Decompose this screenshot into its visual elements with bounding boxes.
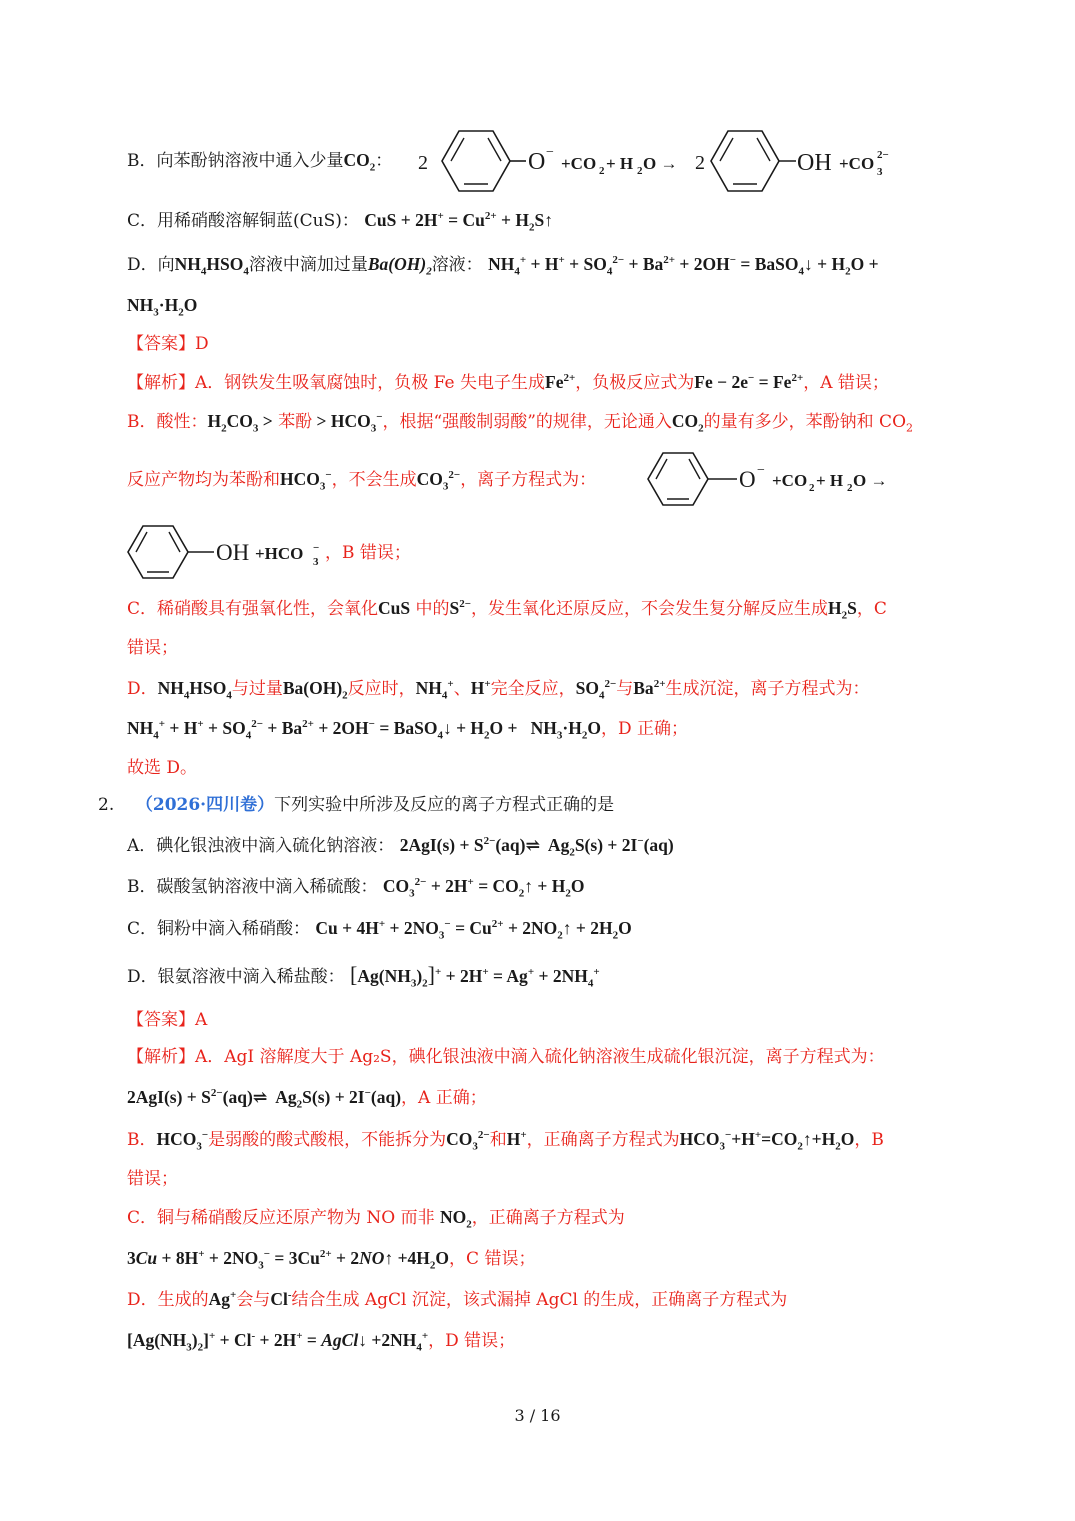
q1-analysis-d-line2: $NH_4^+ + H^+ + SO_4^{2-} + Ba^{2+} + 2OH^-$ = BaSO$_4$↓ + $H_2O + NH_3\cdot H_2O$，D 正确； [127,718,688,742]
svg-text:−: − [757,463,765,478]
q2-analysis-d-line1: D．生成的Ag+会与Cl-结合生成 AgCl 沉淀，该式漏掉 AgCl 的生成，正确离子方程式为 [127,1289,788,1310]
svg-text:2: 2 [637,165,643,177]
q2-analysis-a-line2: $2AgI(s) + S^{2-}(aq)\rightleftharpoons$ $Ag_2S(s) + 2I^-(aq)$，A 正确； [127,1087,487,1111]
q2-option-c: C．铜粉中滴入稀硝酸： $Cu + 4H^+ + 2NO_3^- = Cu^{2+}$ + $2NO_2↑ + 2H_2O$ [127,918,632,942]
q2-option-b: B．碳酸氢钠溶液中滴入稀硫酸： $CO_3^{2-} + 2H^+$ = $CO_2↑ + H_2O$ [127,876,585,900]
q2-analysis-a-line1: 【解析】A．AgI 溶解度大于 Ag₂S，碘化银浊液中滴入硫化钠溶液生成硫化银沉淀，离子方程式为： [127,1047,885,1067]
option-text: B．向苯酚钠溶液中通入少量 [127,151,344,171]
q1-analysis-c-line1: C．稀硝酸具有强氧化性，会氧化CuS 中的$S^{2-}$，发生氧化还原反应，不会发生复分解反应生成$H_2S$，C [127,598,887,622]
svg-text:OH: OH [797,150,832,176]
svg-text:3: 3 [313,556,319,568]
q2-analysis-d-line2: $[Ag(NH_3)_2]^+ + Cl^- + 2H^+$ = AgCl↓ $+2NH_4^+$，D 错误； [127,1330,516,1354]
svg-text:2: 2 [847,482,853,494]
option-text: C．用稀硝酸溶解铜蓝(CuS)： [127,211,359,231]
q1-conclusion: 故选 D。 [127,758,198,778]
q1-analysis-b-line3: ，B 错误； [325,543,411,563]
q1-answer: 【答案】D [127,334,209,354]
svg-text:2: 2 [418,152,428,174]
formula: CuS + $2H^+ = Cu^{2+}$ + $H_2S↑$ [364,210,553,234]
formula: $NH_3\cdot H_2O$ [127,295,198,319]
q1-option-c [127,208,553,233]
q2-analysis-b-line2: 错误； [127,1169,178,1189]
question-source: （2026·四川卷） [135,795,275,815]
formula: $NH_4^+ + H^+ + SO_4^{2-} + Ba^{2+} + 2OH^-$ = BaSO$_4$↓ + $H_2O$ + [488,254,879,278]
phenoxide-reaction-structure [418,120,898,202]
q2-analysis-b-line1: B．$HCO_3^-$是弱酸的酸式酸根，不能拆分为$CO_3^{2-}$和H+，正确离子方程式为$HCO_3^-+H^+=CO_2↑+H_2O$，B [127,1129,884,1153]
page-number: 3 / 16 [514,1406,561,1425]
svg-text:2: 2 [695,152,705,174]
svg-text:+ H: + H [606,154,634,173]
svg-text:O →: O → [853,471,888,490]
svg-text:2: 2 [809,482,815,494]
svg-text:2: 2 [599,165,605,177]
q2-analysis-c-line1: C．铜与稀硝酸反应还原产物为 NO 而非 $NO_2$，正确离子方程式为 [127,1207,625,1231]
svg-text:O →: O → [643,154,678,173]
q1-analysis-a: 【解析】A．钢铁发生吸氧腐蚀时，负极 Fe 失电子生成$Fe^{2+}$，负极反应式为$Fe - 2e^- = Fe^{2+}$，A 错误； [127,372,889,393]
svg-text:−: − [546,145,554,160]
formula: $Ba(OH)_2$ [367,254,432,278]
q2-answer: 【答案】A [127,1010,208,1030]
q1-analysis-d-line1: D．$NH_4HSO_4$与过量$Ba(OH)_2$反应时，$NH_4^+$、H+完全反应，$SO_4^{2-}$与$Ba^{2+}$生成沉淀，离子方程式为： [127,678,870,702]
svg-text:OH: OH [216,540,250,565]
formula: $CO_2$ [343,150,376,174]
svg-text:O: O [739,467,756,492]
svg-text:−: − [313,542,320,554]
q2-option-a: A．碘化银浊液中滴入硫化钠溶液： $2AgI(s) + S^{2-}(aq)\rightleftharpoons$ $Ag_2S(s) + 2I^-(aq)$ [127,835,674,859]
phenoxide-structure [644,444,904,514]
svg-text:+CO: +CO [772,471,808,490]
q1-option-d: D．向$NH_4HSO_4$溶液中滴加过量$Ba(OH)_2$溶液： $NH_4^+ + H^+ + SO_4^{2-} + Ba^{2+} + 2OH^-$ = BaSO$_4$↓ + $H_2O$ + [127,254,879,278]
svg-text:O: O [528,149,546,175]
q1-analysis-b-line1: B．酸性：$H_2CO_3$ > 苯酚 > $HCO_3^-$，根据“强酸制弱酸”的规律，无论通入$CO_2$的量有多少，苯酚钠和 $CO_2$ [127,411,914,435]
q1-option-b: B．向苯酚钠溶液中通入少量$CO_2$： [127,150,393,174]
svg-text:3: 3 [877,166,883,178]
q1-analysis-b-line2: 反应产物均为苯酚和$HCO_3^-$，不会生成$CO_3^{2-}$，离子方程式为： [127,469,597,493]
phenol-structure [124,518,334,586]
svg-text:+ H: + H [816,471,844,490]
q2-analysis-c-line2: $3Cu + 8H^+ + 2NO_3^- = 3Cu^{2+}$ + 2NO↑ $+4H_2O$，C 错误； [127,1248,536,1272]
question-stem: 下列实验中所涉及反应的离子方程式正确的是 [274,795,615,815]
svg-text:+CO: +CO [561,154,597,173]
q1-analysis-c-line2: 错误； [127,638,178,658]
question-number: 2. [98,795,115,815]
svg-text:+HCO: +HCO [255,544,304,563]
q2-stem [98,793,614,817]
svg-text:+CO: +CO [839,154,875,173]
q1-option-d-cont [127,293,197,318]
q2-option-d: D．银氨溶液中滴入稀盐酸： $[Ag(NH_3)_2]^+ + 2H^+ = Ag^+ + 2NH_4^+$ [127,962,600,990]
svg-text:2−: 2− [877,149,889,161]
formula: $NH_4HSO_4$ [174,254,249,278]
